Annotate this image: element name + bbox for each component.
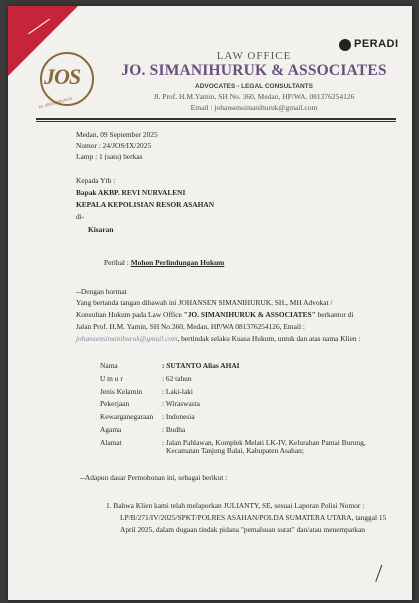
- body-line-2: [76, 310, 353, 319]
- client-field-label: Alamat: [100, 437, 122, 447]
- letter-attachment: Lamp : 1 (satu) berkas: [76, 152, 143, 161]
- client-field-value: : Jalan Pahlawan, Komplek Melati LK-IV, Kelurahan Pantai Burung,: [162, 437, 366, 447]
- recipient-di: di-: [76, 212, 85, 221]
- client-field-label: U m u r: [100, 373, 123, 383]
- body-line-3: Jalan Prof. H.M. Yamin, SH No.360, Medan, HP/WA 081376254126, Email :: [76, 322, 305, 331]
- subject-line: [104, 258, 224, 267]
- client-field-label: Agama: [100, 425, 122, 434]
- law-office-label: LAW OFFICE: [216, 50, 292, 62]
- body-line-2a: Konsultan Hukum pada Law Office: [76, 310, 184, 319]
- client-field-value: : Budha: [162, 425, 186, 434]
- basis-item-1-line-2: LP/B/271/IV/2025/SPKT/POLRES ASAHAN/POLDA SUMATERA UTARA, tanggal 15: [120, 513, 387, 522]
- letter-page: [8, 6, 412, 600]
- client-field-label: Pekerjaan: [100, 399, 130, 409]
- subject-label: Perihal :: [104, 258, 131, 267]
- letter-number: Nomor : 24/JOS/IX/2025: [76, 141, 152, 150]
- recipient-title: KEPALA KEPOLISIAN RESOR ASAHAN: [76, 200, 215, 209]
- subject-value: Mohon Perlindungan Hukum: [130, 258, 225, 267]
- body-line-4b: , bertindak selaku Kuasa Hukum, untuk dan atas nama Klien :: [177, 334, 361, 343]
- greeting: --Dengan hormat: [76, 287, 127, 296]
- client-field-label: Nama: [100, 361, 118, 370]
- recipient-place: Kisaran: [88, 225, 114, 234]
- firm-address: Jl. Prof. H.M.Yamin, SH No. 360, Medan, HP/WA. 081376254126: [153, 92, 355, 101]
- peradi-label: PERADI: [354, 38, 399, 50]
- client-field-value: : Indonesia: [162, 412, 195, 422]
- firm-logo-subtext: JO. SIMANIHURUK: [37, 95, 73, 110]
- letter-date: Medan, 09 September 2025: [76, 130, 158, 139]
- firm-logo: JOS: [44, 64, 81, 89]
- header-rule-thin: [36, 121, 396, 122]
- client-field-value: : Laki-laki: [162, 386, 193, 396]
- body-line-4: [76, 334, 361, 343]
- header-rule-thick: [36, 118, 396, 120]
- basis-item-1-line-1: 1. Bahwa Klien kami telah melaporkan JULIANTY, SE, sesuai Laporan Polisi Nomor :: [106, 501, 365, 510]
- recipient-name: Bapak AKBP. REVI NURVALENI: [76, 188, 186, 197]
- client-field-value: : SUTANTO Alias AHAI: [162, 361, 240, 370]
- body-line-2c: berkantor di: [315, 310, 354, 319]
- client-field-label: Kewarganegaraan: [100, 412, 154, 422]
- firm-email: Email : johansensimanihuruk@gmail.com: [190, 103, 318, 112]
- recipient-to: Kepada Yth :: [76, 176, 116, 185]
- client-field-value: : 62 tahun: [162, 373, 192, 383]
- client-address-line-2: Kecamatan Tanjung Balai, Kabupaten Asahan;: [166, 446, 304, 455]
- firm-name-quoted: "JO. SIMANIHURUK & ASSOCIATES": [183, 310, 316, 319]
- basis-intro: --Adapun dasar Permohonan ini, sebagai berikut :: [80, 473, 228, 482]
- basis-item-1-line-3: April 2025, dalam dugaan tindak pidana "pemalsuan surat" dan/atau menempatkan: [120, 525, 365, 534]
- client-field-value: : Wiraswasta: [162, 399, 200, 409]
- firm-name: JO. SIMANIHURUK & ASSOCIATES: [121, 62, 387, 79]
- firm-subtitle: ADVOCATES - LEGAL CONSULTANTS: [195, 83, 313, 90]
- body-line-1: Yang bertanda tangan dibawah ini JOHANSEN SIMANIHURUK, SH., MH Advokat /: [76, 298, 333, 307]
- client-field-label: Jenis Kelamin: [100, 386, 143, 396]
- email-link[interactable]: johansensimanihuruk@gmail.com: [76, 334, 178, 343]
- pen-mark: [375, 565, 391, 586]
